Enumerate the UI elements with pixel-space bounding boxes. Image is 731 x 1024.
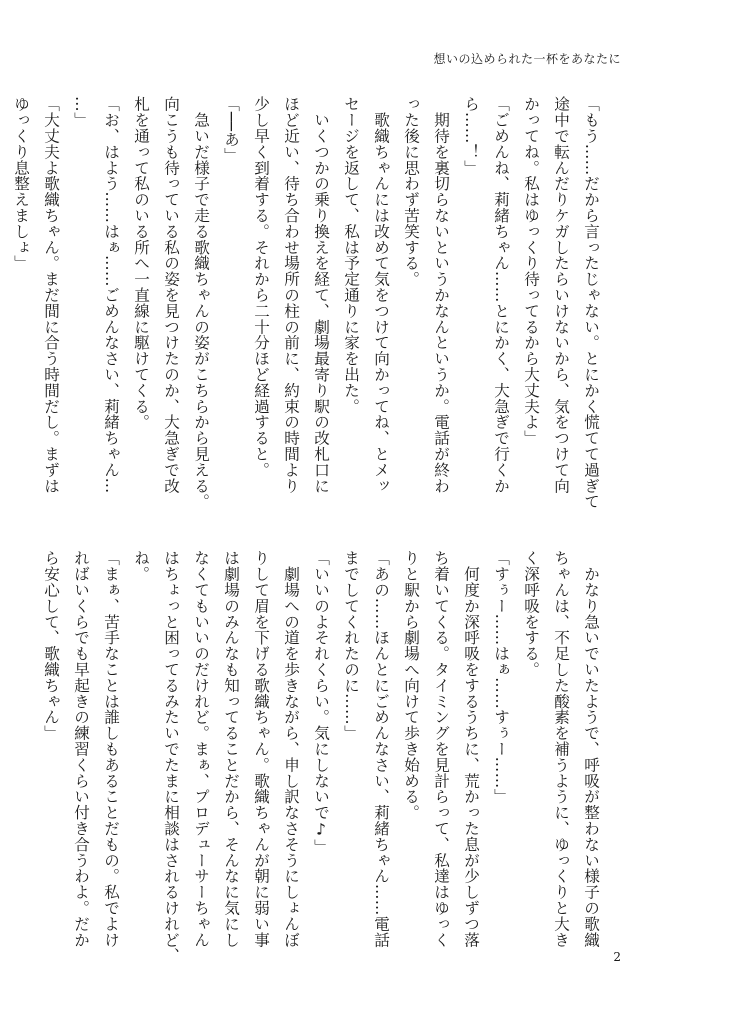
text-line: ち着いてくる。タイミングを見計らって、私達はゆっく: [432, 550, 450, 948]
text-line: セージを返して、私は予定通りに家を出た。: [342, 96, 360, 414]
text-line: ら……！」: [462, 96, 480, 176]
text-line: 何度か深呼吸をするうちに、荒かった息が少しずつ落: [462, 550, 480, 948]
text-line: 札を通って私のいる所へ一直線に駆けてくる。: [132, 96, 150, 430]
text-line: は劇場のみんなも知ってることだから、そんなに気にし: [222, 550, 240, 948]
text-line: 「いいのよそれくらい。気にしないで♪」: [312, 550, 330, 855]
text-line: はちょっと困ってるみたいでたまに相談はされるけれど、: [162, 550, 180, 964]
text-line: 急いだ様子で走る歌織ちゃんの姿がこちらから見える。: [192, 96, 210, 510]
text-line: ちゃんは、不足した酸素を補うように、ゆっくりと大き: [552, 550, 570, 948]
text-line: 「すぅー……はぁ……すぅー……」: [492, 550, 510, 805]
text-line: った後に思わず苦笑する。: [402, 96, 420, 287]
text-line: いくつかの乗り換えを経て、劇場最寄り駅の改札口に: [312, 96, 330, 494]
running-header: 想いの込められた一杯をあなたに: [433, 52, 621, 66]
text-line: 期待を裏切らないというかなんというか。電話が終わ: [432, 96, 450, 494]
text-line: なくてもいいのだけれど。まぁ、プロデューサーちゃん: [192, 550, 210, 948]
text-line: ね。: [132, 550, 150, 582]
text-line: りして眉を下げる歌織ちゃん。歌織ちゃんが朝に弱い事: [252, 550, 270, 948]
text-line: りと駅から劇場へ向けて歩き始める。: [402, 550, 420, 821]
text-line: 少し早く到着する。それから二十分ほど経過すると。: [252, 96, 270, 478]
upper-text-block: [6, 96, 606, 510]
text-line: 劇場への道を歩きながら、申し訳なさそうにしょんぼ: [282, 550, 300, 948]
text-line: ゆっくり息整えましょ」: [12, 96, 30, 271]
text-line: 「もう……だから言ったじゃない。とにかく慌てて過ぎて: [582, 96, 600, 510]
text-line: 「まぁ、苦手なことは誰しもあることだもの。私でよけ: [102, 550, 120, 948]
text-line: 歌織ちゃんには改めて気をつけて向かってね、とメッ: [372, 96, 390, 494]
text-line: までしてくれたのに……」: [342, 550, 360, 741]
text-line: かってね。私はゆっくり待ってるから大丈夫よ」: [522, 96, 540, 446]
text-line: 「ごめんね、莉緒ちゃん……とにかく、大急ぎで行くか: [492, 96, 510, 494]
text-line: 向こうも待っている私の姿を見つけたのか、大急ぎで改: [162, 96, 180, 494]
text-line: 途中で転んだりケガしたらいけないから、気をつけて向: [552, 96, 570, 494]
text-line: ほど近い、待ち合わせ場所の柱の前に、約束の時間より: [282, 96, 300, 494]
text-line: …」: [72, 96, 90, 128]
text-line: く深呼吸をする。: [522, 550, 540, 678]
text-line: 「お、はよう……はぁ……ごめんなさい、莉緒ちゃん…: [102, 96, 120, 494]
lower-text-block: [36, 550, 606, 964]
text-line: かなり急いでいたようで、呼吸が整わない様子の歌織: [582, 550, 600, 948]
text-line: ればいくらでも早起きの練習くらい付き合うわよ。だか: [72, 550, 90, 948]
text-line: ら安心して、歌織ちゃん」: [42, 550, 60, 741]
text-line: 「──あ」: [222, 96, 240, 164]
page-number: 2: [613, 950, 621, 964]
text-line: 「大丈夫よ歌織ちゃん。まだ間に合う時間だし。まずは: [42, 96, 60, 494]
text-line: 「あの……ほんとにごめんなさい、莉緒ちゃん……電話: [372, 550, 390, 948]
